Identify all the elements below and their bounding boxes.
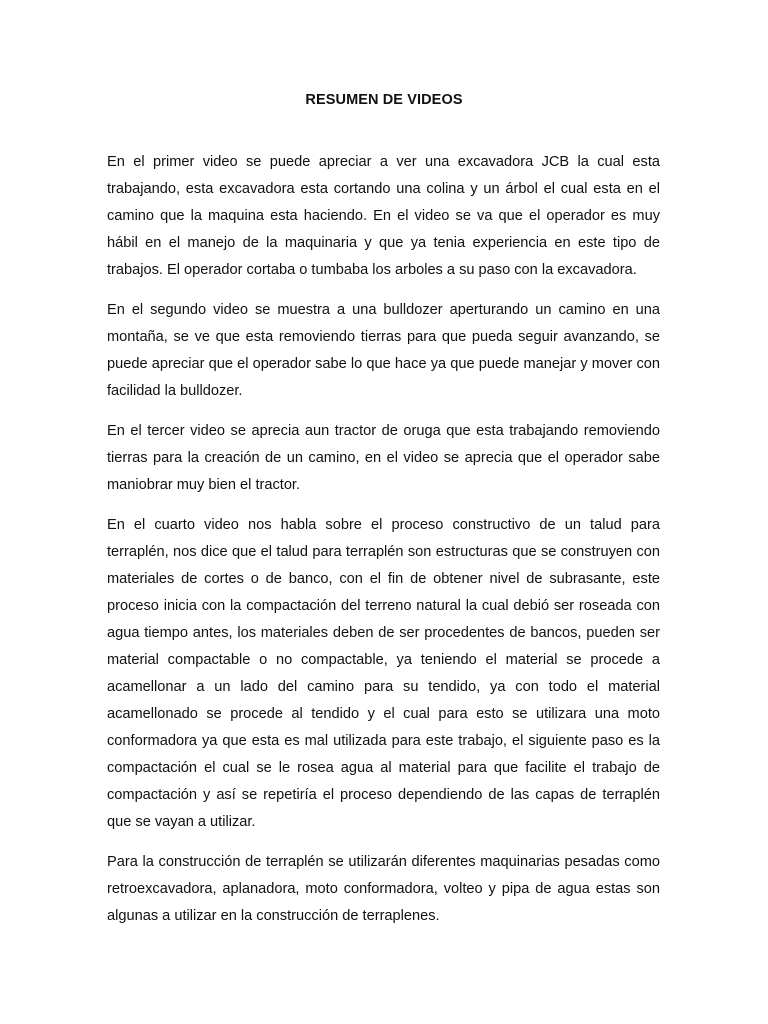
document-title: RESUMEN DE VIDEOS bbox=[305, 92, 463, 108]
document-body bbox=[107, 149, 660, 943]
paragraph-first-video: En el primer video se puede apreciar a ver una excavadora JCB la cual esta trabajando, esta excavadora esta cortando una colina y un árbol el cual esta en el camino que la maquina esta haciendo. En el video se va que el operador es muy hábil en el manejo de la maquinaria y que ya tenia experiencia en este tipo de trabajos. El operador cortaba o tumbaba los arboles a su paso con la excavadora. bbox=[107, 154, 660, 278]
paragraph-third-video: En el tercer video se aprecia aun tractor de oruga que esta trabajando removiendo tierras para la creación de un camino, en el video se aprecia que el operador sabe maniobrar muy bien el tractor. bbox=[107, 423, 660, 493]
paragraph-fourth-video: En el cuarto video nos habla sobre el proceso constructivo de un talud para terraplén, nos dice que el talud para terraplén son estructuras que se construyen con materiales de cortes o de banco, con el fin de obtener nivel de subrasante, este proceso inicia con la compactación del terreno natural la cual debió ser roseada con agua tiempo antes, los materiales deben de ser procedentes de bancos, pueden ser material compactable o no compactable, ya teniendo el material se procede a acamellonar a un lado del camino para su tendido, ya con todo el material acamellonado se procede al tendido y el cual para esto se utilizara una moto conformadora ya que esta es mal utilizada para este trabajo, el siguiente paso es la compactación el cual se le rosea agua al material para que facilite el trabajo de compactación y así se repetiría el proceso dependiendo de las capas de terraplén que se vayan a utilizar. bbox=[107, 517, 660, 830]
paragraph-conclusion: Para la construcción de terraplén se utilizarán diferentes maquinarias pesadas como retroexcavadora, aplanadora, moto conformadora, volteo y pipa de agua estas son algunas a utilizar en la construcción de terraplenes. bbox=[107, 854, 660, 924]
paragraph-second-video: En el segundo video se muestra a una bulldozer aperturando un camino en una montaña, se ve que esta removiendo tierras para que pueda seguir avanzando, se puede apreciar que el operador sabe lo que hace ya que puede manejar y mover con facilidad la bulldozer. bbox=[107, 302, 660, 399]
